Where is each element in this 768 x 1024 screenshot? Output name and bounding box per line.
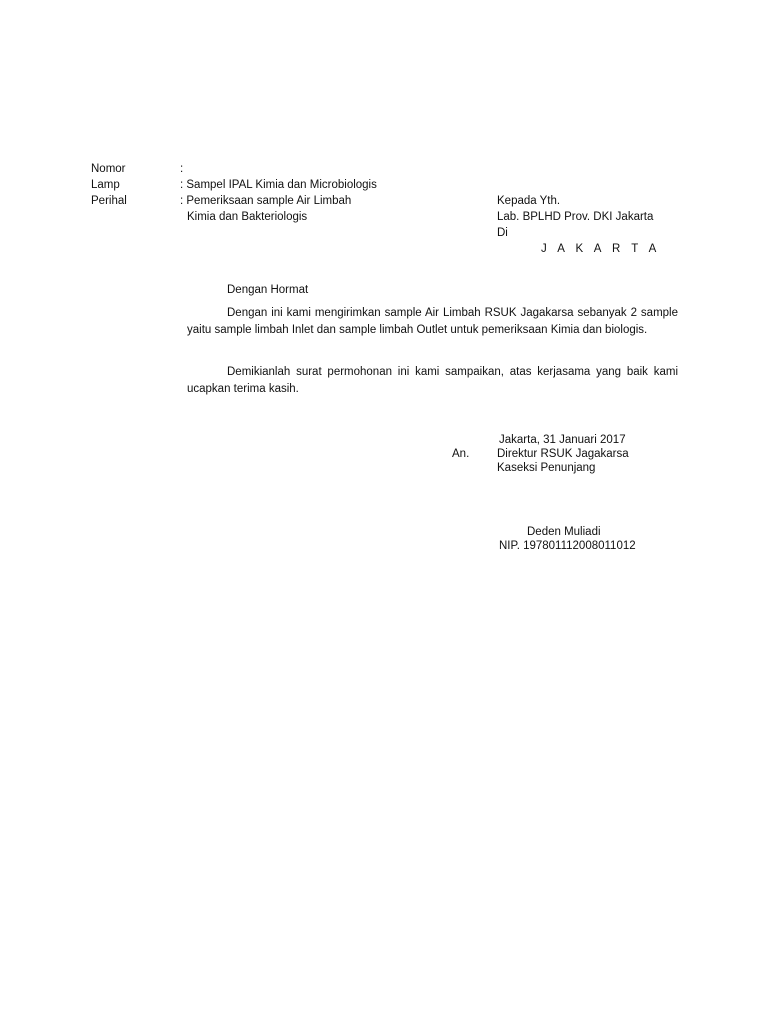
signer-nip: NIP. 197801112008011012 (499, 540, 636, 552)
body-paragraph-1: Dengan ini kami mengirimkan sample Air Limbah RSUK Jagakarsa sebanyak 2 sample yaitu sample limbah Inlet dan sample limbah Outlet untuk pemeriksaan Kimia dan biologis. (187, 307, 678, 336)
place-date: Jakarta, 31 Januari 2017 (499, 434, 626, 446)
perihal-value-continued: Kimia dan Bakteriologis (187, 211, 308, 223)
salutation: Dengan Hormat (227, 284, 309, 296)
lamp-value: : Sampel IPAL Kimia dan Microbiologis (180, 179, 377, 191)
perihal-label: Perihal (91, 195, 127, 207)
an-label: An. (452, 448, 470, 460)
recipient-di: Di (497, 227, 508, 239)
signer-position-1: Direktur RSUK Jagakarsa (497, 448, 629, 460)
signer-name: Deden Muliadi (527, 526, 601, 538)
nomor-label: Nomor (91, 163, 126, 175)
lamp-label: Lamp (91, 179, 120, 191)
body-paragraph-2: Demikianlah surat permohonan ini kami sampaikan, atas kerjasama yang baik kami ucapkan terima kasih. (187, 366, 678, 395)
signer-position-2: Kaseksi Penunjang (497, 462, 596, 474)
nomor-value: : (180, 163, 184, 175)
perihal-value: : Pemeriksaan sample Air Limbah (180, 195, 352, 207)
recipient-institution: Lab. BPLHD Prov. DKI Jakarta (497, 211, 654, 223)
recipient-greeting: Kepada Yth. (497, 195, 561, 207)
recipient-city: J A K A R T A (541, 243, 661, 255)
